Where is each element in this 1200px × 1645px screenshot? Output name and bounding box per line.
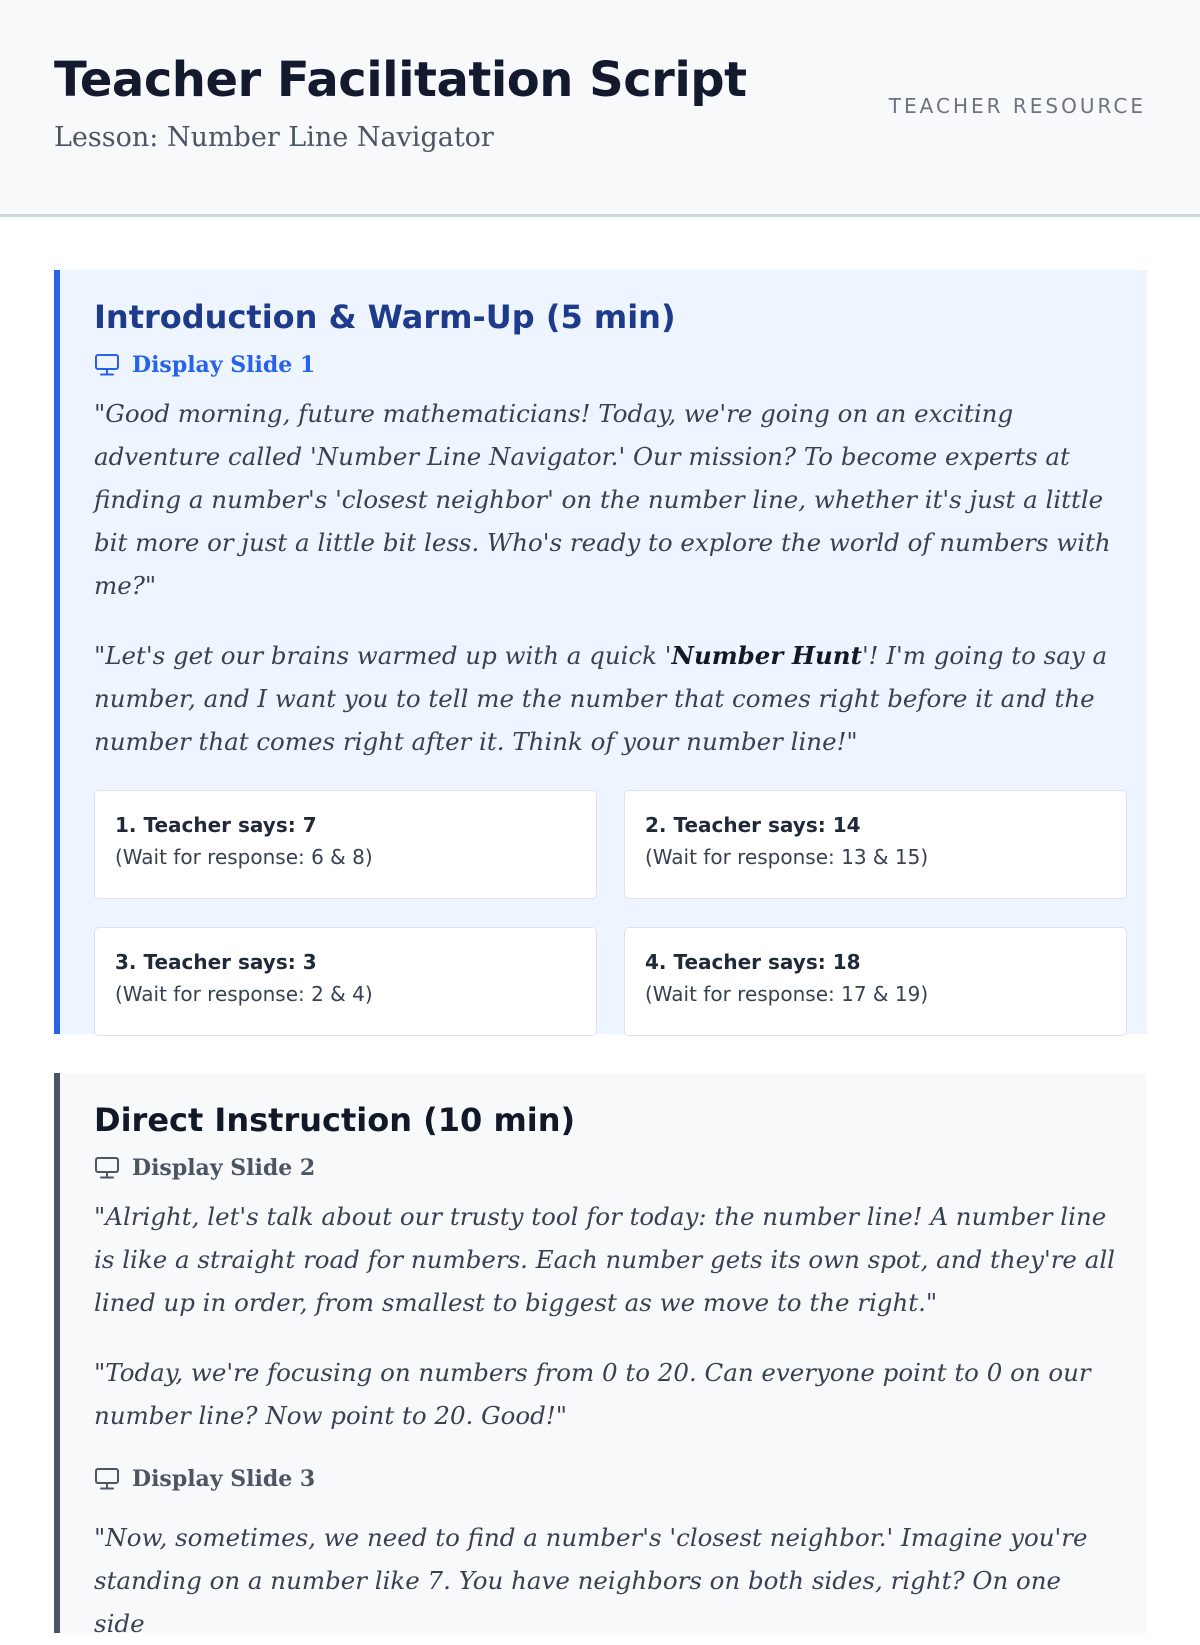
script-text: '! I'm going to say a number, and I want you to tell me the number that comes right before it and the number that comes right after it. Think of your number line!" — [94, 641, 1108, 756]
page-title: Teacher Facilitation Script — [54, 52, 747, 108]
card-title: 3. Teacher says: 3 — [115, 950, 317, 974]
prompt-card — [94, 790, 597, 899]
section-title: Introduction & Warm-Up (5 min) — [94, 298, 676, 336]
card-response: (Wait for response: 17 & 19) — [645, 982, 929, 1006]
resource-tag: TEACHER RESOURCE — [888, 94, 1146, 118]
script-text: "Let's get our brains warmed up with a quick ' — [94, 641, 672, 670]
section-introduction-warm-up — [54, 270, 1147, 1034]
prompt-card — [624, 927, 1127, 1036]
page-header — [0, 0, 1200, 217]
monitor-icon — [94, 1467, 120, 1491]
slide-cue-label: Display Slide 3 — [132, 1466, 316, 1492]
monitor-icon — [94, 1156, 120, 1180]
script-paragraph — [94, 634, 1119, 763]
script-paragraph: "Good morning, future mathematicians! Today, we're going on an exciting adventure called 'Number Line Navigator.' Our mission? To become experts at finding a number's 'closest neighbor' on the number line, whether it's just a little bit more or just a little bit less. Who's ready to explore the world of numbers with me?" — [94, 399, 1111, 600]
number-hunt-cards — [94, 790, 1119, 1036]
prompt-card — [94, 927, 597, 1036]
script-paragraph: "Now, sometimes, we need to find a number's 'closest neighbor.' Imagine you're standing on a number like 7. You have neighbors on both sides, right? On one side — [94, 1523, 1088, 1638]
card-title: 4. Teacher says: 18 — [645, 950, 861, 974]
card-response: (Wait for response: 6 & 8) — [115, 845, 373, 869]
script-paragraph: "Alright, let's talk about our trusty tool for today: the number line! A number line is like a straight road for numbers. Each number gets its own spot, and they're all lined up in order, from smallest to biggest as we move to the right." — [94, 1202, 1115, 1317]
card-title: 1. Teacher says: 7 — [115, 813, 317, 837]
prompt-card — [624, 790, 1127, 899]
slide-cue-label: Display Slide 2 — [132, 1155, 316, 1181]
card-title: 2. Teacher says: 14 — [645, 813, 861, 837]
slide-cue — [94, 350, 1119, 380]
activity-name: Number Hunt — [671, 641, 862, 670]
section-title: Direct Instruction (10 min) — [94, 1101, 576, 1139]
lesson-subtitle: Lesson: Number Line Navigator — [54, 122, 494, 153]
script-paragraph: "Today, we're focusing on numbers from 0 to 20. Can everyone point to 0 on our number line? Now point to 20. Good!" — [94, 1358, 1091, 1430]
slide-cue-label: Display Slide 1 — [132, 352, 316, 378]
monitor-icon — [94, 353, 120, 377]
card-response: (Wait for response: 2 & 4) — [115, 982, 373, 1006]
slide-cue — [94, 1153, 1119, 1183]
section-direct-instruction — [54, 1073, 1147, 1638]
card-response: (Wait for response: 13 & 15) — [645, 845, 929, 869]
slide-cue — [94, 1464, 1119, 1494]
